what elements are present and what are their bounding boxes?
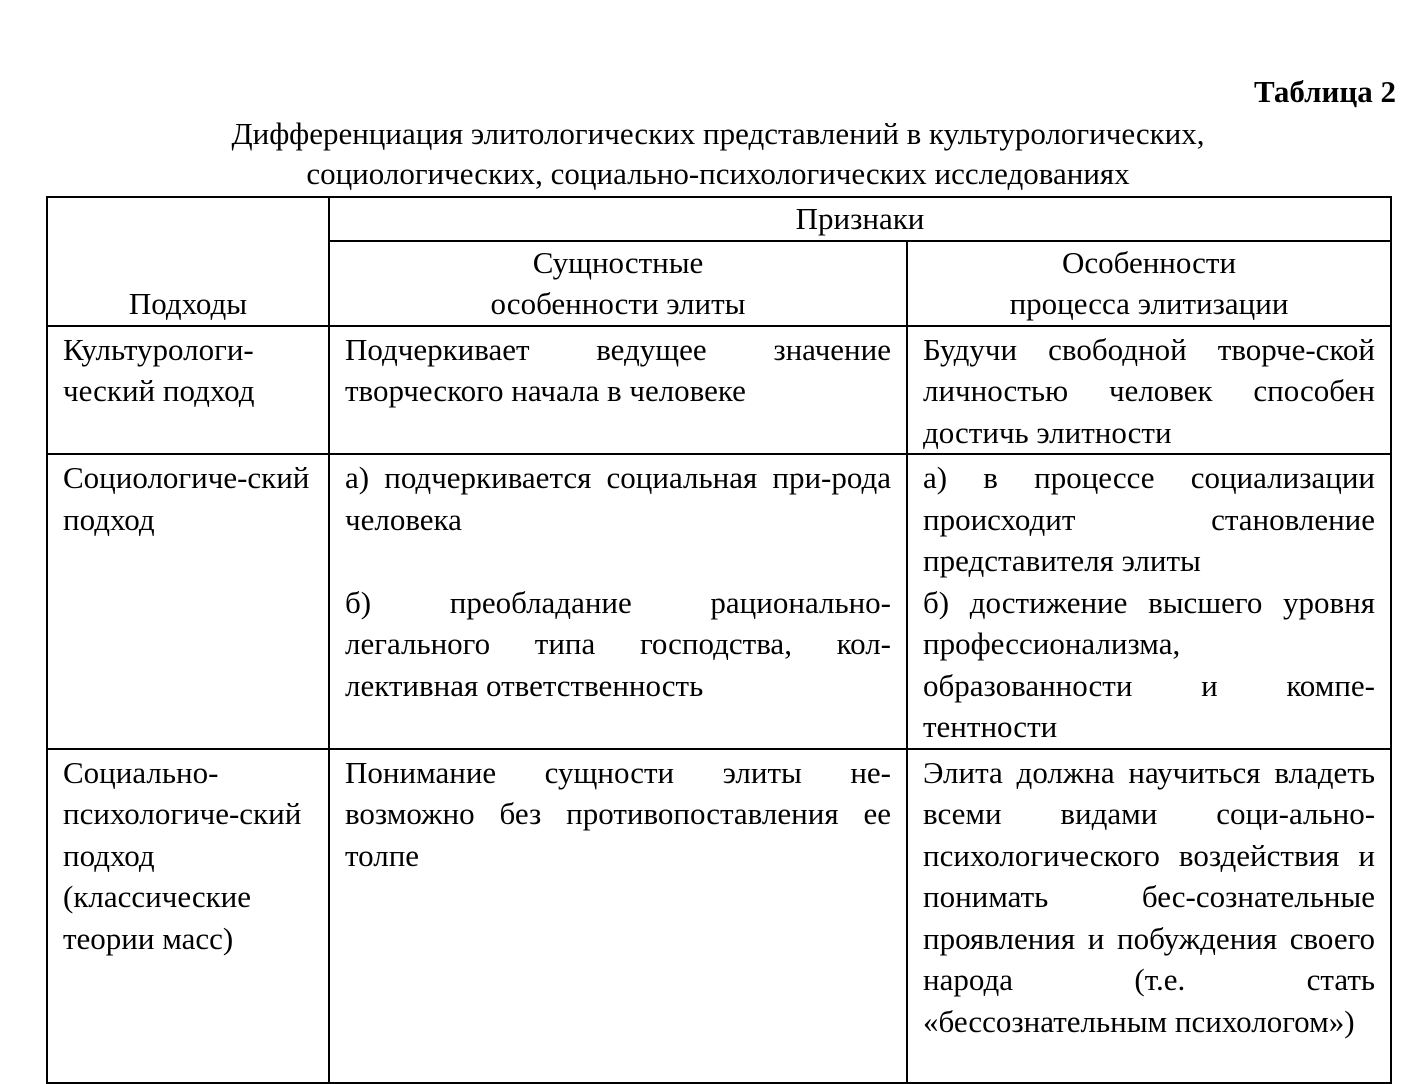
elitology-table (46, 196, 1392, 1084)
table-row (47, 749, 1391, 1083)
process-cell (907, 454, 1391, 749)
essential-item-a: а) подчеркивается социальная при-рода человека (345, 460, 891, 537)
header-process-line-2: процесса элитизации (1009, 286, 1289, 321)
header-essential-line-2: особенности элиты (490, 286, 746, 321)
paragraph-gap (345, 540, 891, 582)
process-item-a: а) в процессе социализации происходит становление представителя элиты (923, 460, 1376, 578)
table-caption (46, 114, 1390, 194)
header-row-1 (47, 197, 1391, 241)
caption-line-2: социологических, социально-психологических исследованиях (306, 156, 1130, 191)
approach-cell: Социально-психологиче-ский подход (классические теории масс) (47, 749, 329, 1083)
approach-cell: Культурологи-ческий подход (47, 326, 329, 455)
process-cell: Будучи свободной творче-ской личностью человек способен достичь элитности (907, 326, 1391, 455)
table-number: Таблица 2 (1254, 74, 1396, 109)
caption-line-1: Дифференциация элитологических представлений в культурологических, (231, 116, 1205, 151)
process-cell: Элита должна научиться владеть всеми видами соци-ально-психологического воздействия и понимать бес-сознательные проявления и побуждения своего народа (т.е. стать «бессознательным психологом») (907, 749, 1391, 1083)
table-row (47, 326, 1391, 455)
header-signs: Признаки (329, 197, 1391, 241)
table-row (47, 454, 1391, 749)
essential-cell: Понимание сущности элиты не-возможно без противопоставления ее толпе (329, 749, 907, 1083)
header-essential-line-1: Сущностные (532, 244, 704, 280)
essential-item-b: б) преобладание рационально-легального типа господства, кол-лективная ответственность (345, 584, 891, 703)
header-approaches: Подходы (47, 197, 329, 326)
header-process-features (907, 241, 1391, 326)
essential-cell: Подчеркивает ведущее значение творческого начала в человеке (329, 326, 907, 455)
approach-cell: Социологиче-ский подход (47, 454, 329, 749)
process-item-b: б) достижение высшего уровня профессионализма, образованности и компе-тентности (923, 584, 1376, 744)
header-essential-features (329, 241, 907, 326)
essential-cell (329, 454, 907, 749)
header-process-line-1: Особенности (1061, 244, 1237, 280)
